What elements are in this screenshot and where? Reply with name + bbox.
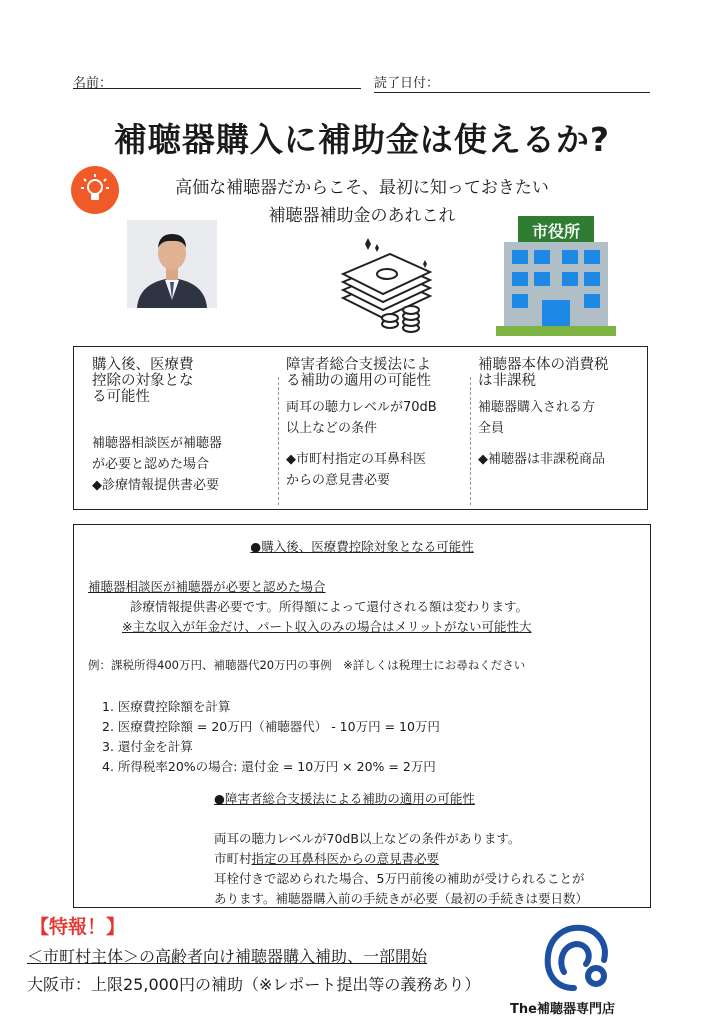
date-field[interactable] (374, 92, 650, 93)
author-photo (127, 220, 217, 308)
step-item: 2. 医療費控除額 = 20万円（補聴器代） - 10万円 = 10万円 (102, 719, 440, 734)
step-item: 3. 還付金を計算 (102, 739, 193, 754)
column-divider (278, 377, 279, 505)
city-hall-icon (496, 216, 616, 336)
detail-text: 両耳の聴力レベルが70dB以上などの条件があります。 (214, 831, 521, 846)
special-news-label: 【特報！】 (30, 916, 126, 938)
lightbulb-icon (71, 166, 119, 214)
subtitle-line-1: 高価な補聴器だからこそ、最初に知っておきたい (175, 178, 549, 198)
date-label: 読了日付： (374, 76, 440, 91)
city-hall-sign: 市役所 (531, 222, 580, 241)
name-label: 名前： (73, 76, 113, 91)
summary-column-tax-exempt (478, 357, 656, 470)
detail-box (73, 524, 651, 908)
column-divider (470, 377, 471, 505)
example-text: 例：課税所得400万円、補聴器代20万円の事例 ※詳しくは税理士にお尋ねください (88, 658, 526, 672)
step-item: 4. 所得税率20%の場合: 還付金 = 10万円 × 20% = 2万円 (102, 759, 436, 774)
summary-column-medical (92, 357, 270, 496)
column-body: 補聴器相談医が補聴器 が必要と認めた場合 ◆診療情報提供書必要 (92, 436, 223, 493)
section-heading-support-law: ●障害者総合支援法による補助の適用の可能性 (214, 791, 475, 806)
detail-text: 補聴器相談医が補聴器が必要と認めた場合 (88, 579, 326, 594)
news-headline: ＜市町村主体＞の高齢者向け補聴器購入補助、一部開始 (27, 947, 428, 966)
brand-name: The補聴器専門店 (510, 1002, 615, 1017)
money-icon (335, 238, 440, 338)
detail-text: 市町村指定の耳鼻科医からの意見書必要 (214, 851, 440, 866)
column-body: 両耳の聴力レベルが70dB 以上などの条件 ◆市町村指定の耳鼻科医 からの意見書必要 (286, 400, 437, 488)
detail-text: あります。補聴器購入前の手続きが必要（最初の手続きは要日数） (214, 891, 589, 906)
column-body: 補聴器購入される方 全員 ◆補聴器は非課税商品 (478, 400, 605, 467)
news-detail: 大阪市：上限25,000円の補助（※レポート提出等の義務あり） (27, 975, 481, 994)
detail-text: 耳栓付きで認められた場合、5万円前後の補助が受けられることが (214, 871, 585, 886)
summary-box (73, 346, 648, 510)
summary-column-support-law (286, 357, 464, 491)
name-field[interactable] (73, 88, 361, 89)
column-heading: 購入後、医療費 控除の対象とな る可能性 (92, 357, 194, 405)
section-heading-medical: ●購入後、医療費控除対象となる可能性 (250, 539, 474, 554)
detail-note: ※主な収入が年金だけ、パート収入のみの場合はメリットがない可能性大 (122, 619, 532, 634)
column-heading: 補聴器本体の消費税 は非課税 (478, 357, 609, 389)
page-title: 補聴器購入に補助金は使えるか? (113, 120, 611, 159)
column-heading: 障害者総合支援法によ る補助の適用の可能性 (286, 357, 431, 389)
subtitle-line-2: 補聴器補助金のあれこれ (268, 206, 456, 226)
detail-text: 診療情報提供書必要です。所得額によって還付される額は変わります。 (130, 599, 529, 614)
brand-logo-icon (540, 922, 616, 994)
step-item: 1. 医療費控除額を計算 (102, 699, 231, 714)
